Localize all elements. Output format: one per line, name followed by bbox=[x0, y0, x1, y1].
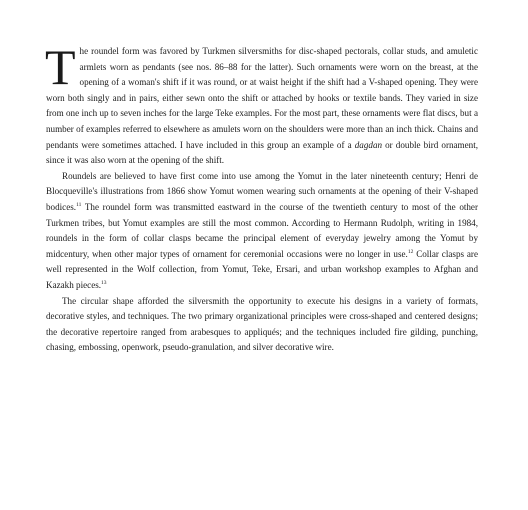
paragraph-1-text-a: he roundel form was favored by Turkmen silversmiths for disc-shaped pectorals, collar studs, and amuletic armlets worn as pendants (see nos. 86–88 for the latter). Such ornaments were worn on the breast, at the opening of a woman's shift if it was round, or at waist height if the shift had a V-shaped opening. They were worn both singly and in pairs, either sewn onto the shift or attached by hooks or textile bands. They varied in size from one inch up to seven inches for the large Teke examples. For the most part, these ornaments were flat discs, but a number of examples referred to elsewhere as amulets worn on the shoulders were more than an inch thick. Chains and pendants were sometimes attached. I have included in this group an example of a bbox=[46, 46, 478, 150]
body-text bbox=[45, 39, 479, 356]
paragraph-2-text-b: The roundel form was transmitted eastward in the course of the twentieth century to most of the other Turkmen tribes, but Yomut examples are still the most common. According to Hermann Rudolph, writing in 1984, roundels in the form of collar clasps became the principal element of everyday jewelry among the Yomut by midcentury, when other major types of ornament for ceremonial occasions were no longer in use. bbox=[46, 201, 478, 259]
paragraph-2-text-a: Roundels are believed to have first come into use among the Yomut in the later nineteenth century; Henri de Blocqueville's illustrations from 1866 show Yomut women wearing such ornaments at the opening of their V-shaped bodices. bbox=[46, 170, 478, 212]
paragraph-1-text-b: or double bird ornament, since it was also worn at the opening of the shift. bbox=[46, 139, 479, 166]
footnote-marker-12: 12 bbox=[407, 248, 414, 255]
drop-cap: T bbox=[45, 39, 76, 95]
footnote-marker-11: 11 bbox=[76, 201, 82, 208]
dagdan-term: dagdan bbox=[354, 139, 383, 150]
footnote-marker-13: 13 bbox=[101, 279, 107, 286]
paragraph-2 bbox=[46, 169, 478, 294]
paragraph-2-text-c: Collar clasps are well represented in the Wolf collection, from Yomut, Teke, Ersari, and urban workshop examples to Afghan and Kazakh pieces. bbox=[46, 248, 478, 290]
paragraph-1 bbox=[45, 39, 479, 169]
paragraph-3 bbox=[46, 294, 478, 356]
paragraph-3-text: The circular shape afforded the silversmith the opportunity to execute his designs in a variety of formats, decorative styles, and techniques. The two primary organizational principles were cross-shaped and centered designs; the decorative repertoire ranged from arabesques to appliqués; and the techniques included fire gilding, punching, chasing, embossing, openwork, pseudo-granulation, and silver decorative wire. bbox=[46, 295, 478, 353]
